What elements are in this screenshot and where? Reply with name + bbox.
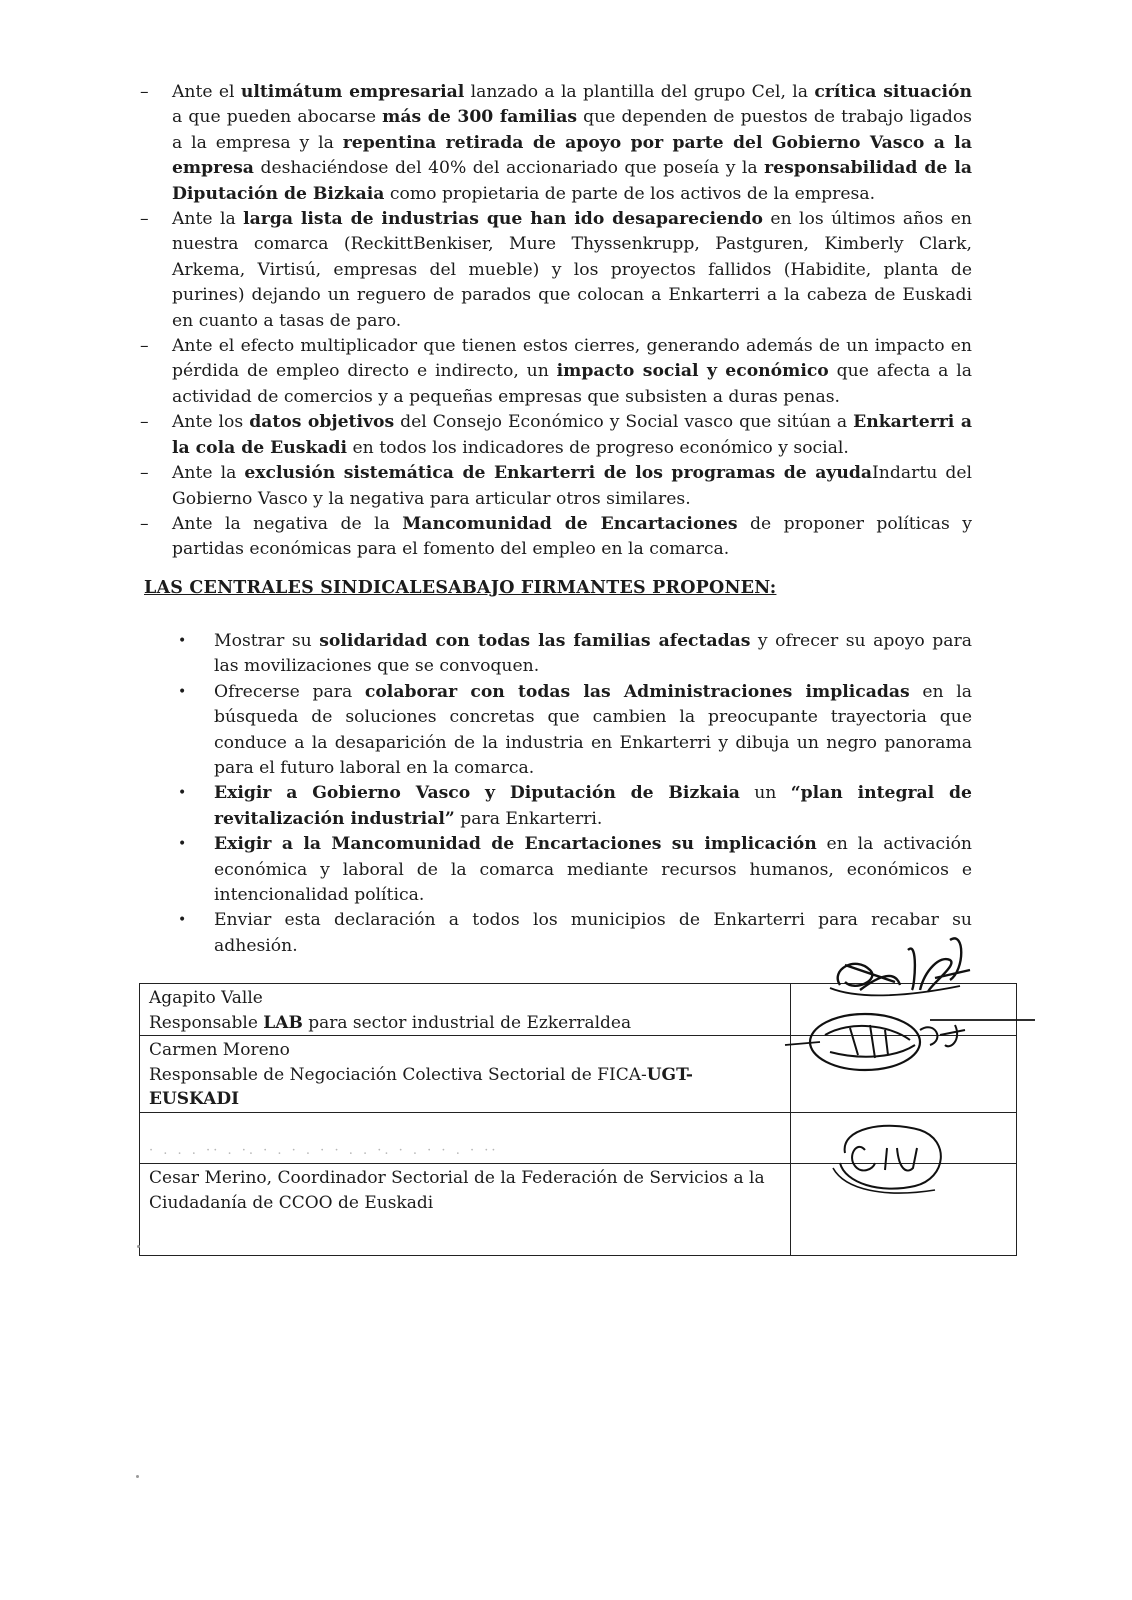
bold-text: UGT-EUSKADI — [149, 1064, 693, 1109]
dash-marker: – — [140, 463, 149, 484]
signatory-info — [140, 1112, 791, 1164]
text-run: en todos los indicadores de progreso económico y social. — [347, 437, 849, 458]
bold-text: LAB — [263, 1012, 303, 1033]
signatory-role — [149, 1063, 782, 1112]
grievance-list — [140, 80, 972, 563]
proposals-heading: LAS CENTRALES SINDICALESABAJO FIRMANTES PROPONEN: — [144, 578, 777, 598]
signatory-info — [140, 1164, 791, 1256]
dash-marker: – — [140, 412, 149, 433]
bold-text: colaborar con todas las Administraciones implicadas — [364, 681, 910, 702]
bold-text: Exigir a Gobierno Vasco y Diputación de Bizkaia — [214, 783, 740, 804]
signatory-role — [149, 1011, 782, 1036]
proposal-item — [178, 781, 972, 832]
bold-text: Exigir a la Mancomunidad de Encartaciones su implicación — [214, 834, 817, 855]
text-run: para Enkarterri. — [454, 808, 603, 829]
text-run: Ante la — [172, 463, 245, 484]
text-run: Cesar Merino, Coordinador Sectorial de la Federación de Servicios a la Ciudadanía de CCOO de Euskadi — [149, 1168, 765, 1213]
bold-text: Mancomunidad de Encartaciones — [402, 513, 738, 534]
text-run: y ofrecer su apoyo para las movilizaciones que se convoquen. — [214, 631, 972, 677]
text-run: que afecta a la actividad de comercios y a pequeñas empresas que subsisten a duras penas. — [172, 361, 972, 407]
bold-text: larga lista de industrias que han ido desapareciendo — [243, 209, 764, 230]
scan-speck — [136, 1475, 139, 1478]
bullet-marker: • — [178, 836, 187, 853]
text-run: Ante la — [172, 209, 244, 230]
text-run: en la búsqueda de soluciones concretas que cambien la preocupante trayectoria que conduce a la desaparición de la industria en Enkarterri y dibuja un negro panorama para el futuro laboral en la comarca. — [214, 681, 972, 779]
text-run: Responsable — [149, 1012, 264, 1033]
grievance-item — [140, 334, 972, 410]
text-run: del Consejo Económico y Social vasco que sitúan a — [394, 412, 854, 433]
text-run: Ante los — [172, 412, 250, 433]
bold-text: más de 300 familias — [382, 107, 578, 128]
bold-text: exclusión sistemática de Enkarterri de los programas de ayuda — [244, 463, 872, 484]
signatory-info — [140, 984, 791, 1036]
proposal-item — [178, 629, 972, 680]
text-run: a que pueden abocarse — [172, 107, 383, 128]
signature-cesar-merino — [825, 1118, 965, 1198]
signature-agapito-valle — [800, 930, 990, 1010]
proposals-list — [178, 629, 972, 959]
bold-text: solidaridad con todas las familias afectadas — [319, 631, 751, 651]
grievance-item — [140, 80, 972, 207]
bullet-marker: • — [178, 785, 187, 802]
bold-text: ultimátum empresarial — [240, 82, 465, 102]
text-run: Ante el — [172, 82, 241, 102]
text-run: en la activación económica y laboral de la comarca mediante recursos humanos, económicos e intencionalidad política. — [214, 834, 972, 906]
dash-marker: – — [140, 209, 149, 230]
bold-text: crítica situación — [814, 82, 972, 102]
text-run: como propietaria de parte de los activos de la empresa. — [384, 183, 876, 204]
text-run: lanzado a la plantilla del grupo Cel, la — [464, 82, 815, 102]
text-run: Indartu del Gobierno Vasco y la negativa para articular otros similares. — [172, 463, 972, 509]
dash-marker: – — [140, 513, 149, 534]
signatory-role — [149, 1166, 782, 1215]
grievance-item — [140, 410, 972, 461]
grievance-item — [140, 207, 972, 334]
bullet-marker: • — [178, 633, 187, 649]
grievance-item — [140, 512, 972, 563]
text-run: un — [739, 783, 791, 804]
dash-marker: – — [140, 336, 149, 357]
bullet-marker: • — [178, 683, 187, 700]
text-run: en los últimos años en nuestra comarca (ReckittBenkiser, Mure Thyssenkrupp, Pastguren, Kimberly Clark, Arkema, Virtisú, empresas del mueble) y los proyectos fallidos (Habidite, planta de purines) dejando un reguero de parados que colocan a Enkarterri a la cabeza de Euskadi en cuanto a tasas de paro. — [172, 209, 972, 331]
bullet-marker: • — [178, 912, 187, 929]
bold-text: “plan integral de revitalización industrial” — [214, 783, 972, 829]
bold-text: responsabilidad de la Diputación de Bizkaia — [172, 158, 972, 204]
proposal-item — [178, 680, 972, 782]
scan-speck — [137, 1245, 140, 1248]
bold-text: datos objetivos — [249, 412, 395, 433]
signatory-info — [140, 1036, 791, 1113]
bold-text: repentina retirada de apoyo por parte del Gobierno Vasco a la empresa — [172, 132, 972, 179]
text-run: Mostrar su — [214, 631, 320, 651]
text-run: Ante la negativa de la — [172, 513, 403, 534]
text-run: que dependen de puestos de trabajo ligados a la empresa y la — [172, 107, 972, 153]
proposal-item — [178, 832, 972, 908]
bold-text: Enkarterri a la cola de Euskadi — [172, 412, 972, 458]
text-run: Ofrecerse para — [214, 681, 365, 702]
text-run: de proponer políticas y partidas económicas para el fomento del empleo en la comarca. — [172, 513, 972, 560]
dash-marker: – — [140, 82, 149, 102]
text-run: Enviar esta declaración a todos los municipios de Enkarterri para recabar su adhesión. — [214, 910, 972, 956]
text-run: deshaciéndose del 40% del accionariado que poseía y la — [253, 158, 765, 179]
signature-carmen-moreno — [780, 1000, 1040, 1080]
faded-text-residue: · . . . ·· . ·. · . · . · · . . ·. · . · · . · ·· — [149, 1142, 499, 1158]
text-run: para sector industrial de Ezkerraldea — [302, 1012, 632, 1033]
text-run: Responsable de Negociación Colectiva Sectorial de FICA- — [149, 1064, 647, 1085]
text-run: Ante el efecto multiplicador que tienen estos cierres, generando además de un impacto en pérdida de empleo directo e indirecto, un — [172, 336, 972, 382]
grievance-item — [140, 461, 972, 512]
signatory-name: Agapito Valle — [149, 988, 263, 1008]
bold-text: impacto social y económico — [556, 361, 829, 382]
signatory-name: Carmen Moreno — [149, 1040, 290, 1060]
